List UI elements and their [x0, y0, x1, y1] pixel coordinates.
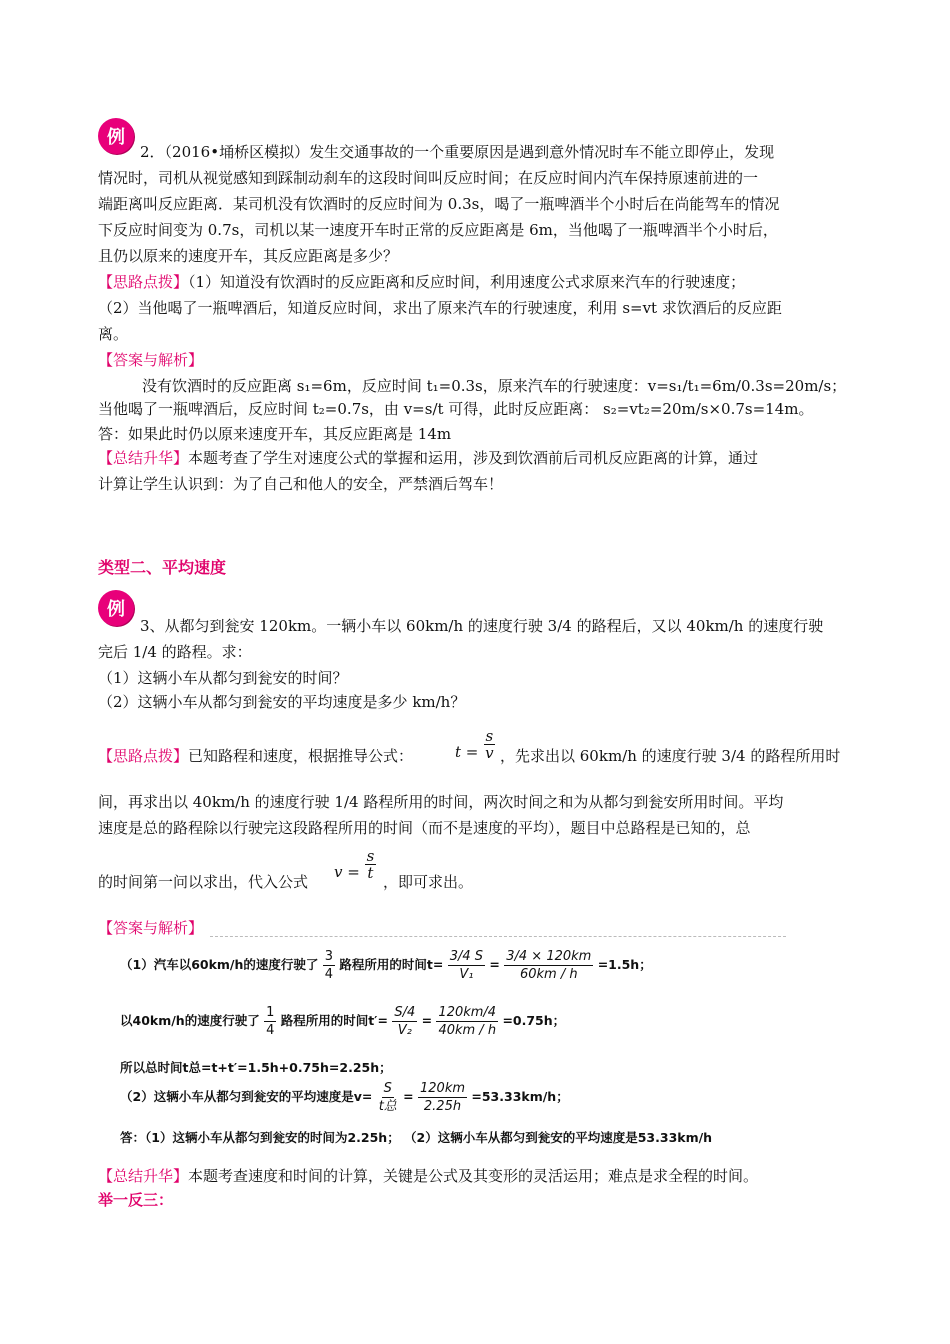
example2-summary-line2: 计算让学生认识到：为了自己和他人的安全，严禁酒后驾车！ — [98, 475, 504, 493]
solution-line4: （2）这辆小车从都匀到瓮安的平均速度是v= $\frac{S}{\text{t总}}$ = $\frac{120km}{2.25h}$ =53.33km/h； — [120, 1081, 569, 1114]
example3-summary — [98, 1166, 758, 1186]
summary-text: 本题考查了学生对速度公式的掌握和运用，涉及到饮酒前后司机反应距离的计算，通过 — [188, 449, 759, 467]
example-badge-icon: 例 — [98, 590, 134, 626]
example2-answer-line3: 答：如果此时仍以原来速度开车，其反应距离是 14m — [98, 425, 452, 443]
formula-t-equals-s-over-v: t = $\frac{s}{v}$ — [455, 727, 494, 762]
example2-hint-line2: （2）当他喝了一瓶啤酒后，知道反应时间，求出了原来汽车的行驶速度，利用 s=vt 求饮酒后的反应距 — [98, 299, 782, 317]
example3-hint-line4-end: ，即可求出。 — [383, 873, 474, 891]
solution-line3: 所以总时间t总=t+t′=1.5h+0.75h=2.25h； — [120, 1060, 392, 1075]
example3-answer-tag: 【答案与解析】 — [98, 919, 204, 937]
example3-question-2: （2）这辆小车从都匀到瓮安的平均速度是多少 km/h？ — [98, 693, 466, 711]
practice-heading: 举一反三： — [98, 1191, 174, 1209]
hint-text: 已知路程和速度，根据推导公式： — [188, 747, 414, 765]
summary-text: 本题考查速度和时间的计算，关键是公式及其变形的灵活运用；难点是求全程的时间。 — [188, 1167, 759, 1185]
hint-tag: 【思路点拨】 — [98, 273, 189, 291]
example2-question-line5: 且仍以原来的速度开车，其反应距离是多少？ — [98, 247, 399, 265]
example-badge-icon: 例 — [98, 118, 134, 154]
example2-answer-line2: 当他喝了一瓶啤酒后，反应时间 t₂=0.7s，由 v=s/t 可得，此时反应距离： s₂=vt₂=20m/s×0.7s=14m。 — [98, 400, 814, 418]
example3-hint-line1-end: ，先求出以 60km/h 的速度行驶 3/4 的路程所用时 — [500, 747, 841, 765]
example2-answer-tag: 【答案与解析】 — [98, 351, 204, 369]
formula-v-equals-s-over-t: v = $\frac{s}{t}$ — [334, 847, 375, 882]
example3-question-1: （1）这辆小车从都匀到瓮安的时间？ — [98, 669, 348, 687]
example2-answer-line1: 没有饮酒时的反应距离 s₁=6m，反应时间 t₁=0.3s，原来汽车的行驶速度：v=s₁/t₁=6m/0.3s=20m/s； — [142, 377, 847, 395]
example2-hint-line3: 离。 — [98, 325, 129, 343]
example2-question-line1: 2．（2016•埇桥区模拟）发生交通事故的一个重要原因是遇到意外情况时车不能立即停止，发现 — [140, 143, 775, 161]
summary-tag: 【总结升华】 — [98, 449, 189, 467]
example2-question-line3: 端距离叫反应距离．某司机没有饮酒时的反应时间为 0.3s，喝了一瓶啤酒半个小时后在尚能驾车的情况 — [98, 195, 780, 213]
hint-tag: 【思路点拨】 — [98, 747, 189, 765]
example3-hint-line3: 速度是总的路程除以行驶完这段路程所用的时间（而不是速度的平均），题目中总路程是已知的，总 — [98, 819, 751, 837]
solution-line2: 以40km/h的速度行驶了 $\frac{1}{4}$ 路程所用的时间t′= $\frac{S/4}{\text{V₂}}$ = $\frac{120km/4}{40km / h}$ =0.75h； — [120, 1005, 566, 1038]
example3-question-line2: 完后 1/4 的路程。求： — [98, 643, 252, 661]
example2-question-line2: 情况时，司机从视觉感知到踩制动刹车的这段时间叫反应时间；在反应时间内汽车保持原速前进的一 — [98, 169, 759, 187]
example2-question-line4: 下反应时间变为 0.7s，司机以某一速度开车时正常的反应距离是 6m，当他喝了一瓶啤酒半个小时后， — [98, 221, 778, 239]
divider — [210, 936, 786, 937]
hint-text: （1）知道没有饮酒时的反应距离和反应时间，利用速度公式求原来汽车的行驶速度； — [188, 273, 746, 291]
solution-line1: （1）汽车以60km/h的速度行驶了 $\frac{3}{4}$ 路程所用的时间t= $\frac{3/4 S}{\text{V₁}}$ = $\frac{3/4 \times 120km}{60km / h}$ =1.5h； — [120, 949, 652, 982]
example3-hint-line4: 的时间第一问以求出，代入公式 — [98, 873, 309, 891]
example2-hint — [98, 272, 745, 292]
example2-summary — [98, 448, 758, 468]
solution-line5: 答：（1）这辆小车从都匀到瓮安的时间为2.25h； （2）这辆小车从都匀到瓮安的平均速度是53.33km/h — [120, 1130, 713, 1145]
section-title: 类型二、平均速度 — [98, 558, 227, 577]
example3-question-line1: 3、从都匀到瓮安 120km。一辆小车以 60km/h 的速度行驶 3/4 的路程后，又以 40km/h 的速度行驶 — [140, 617, 824, 635]
example3-hint — [98, 746, 413, 766]
example3-hint-line2: 间，再求出以 40km/h 的速度行驶 1/4 路程所用的时间，两次时间之和为从都匀到瓮安所用时间。平均 — [98, 793, 784, 811]
summary-tag: 【总结升华】 — [98, 1167, 189, 1185]
